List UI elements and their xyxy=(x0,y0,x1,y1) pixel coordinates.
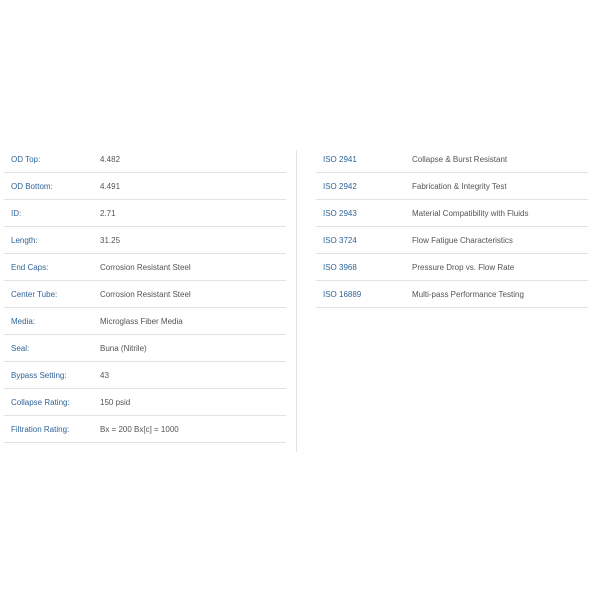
iso-row-2943 xyxy=(316,200,588,227)
spec-label: Bypass Setting: xyxy=(11,370,67,380)
iso-standards-table xyxy=(316,146,588,308)
spec-label: Length: xyxy=(11,235,38,245)
iso-row-3724 xyxy=(316,227,588,254)
spec-value: Bx = 200 Bx[c] = 1000 xyxy=(100,424,179,434)
iso-row-2942 xyxy=(316,173,588,200)
spec-label: OD Top: xyxy=(11,154,41,164)
iso-description: Pressure Drop vs. Flow Rate xyxy=(412,262,515,272)
iso-code: ISO 16889 xyxy=(323,289,362,299)
spec-label: OD Bottom: xyxy=(11,181,53,191)
spec-label: ID: xyxy=(11,208,22,218)
iso-description: Material Compatibility with Fluids xyxy=(412,208,529,218)
iso-description: Multi-pass Performance Testing xyxy=(412,289,524,299)
spec-value: Corrosion Resistant Steel xyxy=(100,289,191,299)
spec-row-id xyxy=(4,200,286,227)
iso-row-3968 xyxy=(316,254,588,281)
spec-value: 4.491 xyxy=(100,181,121,191)
spec-value: 150 psid xyxy=(100,397,131,407)
spec-label: Media: xyxy=(11,316,36,326)
spec-row-od-top xyxy=(4,146,286,173)
spec-label: Collapse Rating: xyxy=(11,397,70,407)
iso-code: ISO 2941 xyxy=(323,154,357,164)
spec-value: Microglass Fiber Media xyxy=(100,316,183,326)
spec-row-filtration-rating xyxy=(4,416,286,443)
iso-description: Fabrication & Integrity Test xyxy=(412,181,507,191)
iso-code: ISO 3724 xyxy=(323,235,357,245)
spec-row-center-tube xyxy=(4,281,286,308)
iso-code: ISO 2942 xyxy=(323,181,357,191)
spec-label: Seal: xyxy=(11,343,30,353)
spec-value: 43 xyxy=(100,370,109,380)
spec-value: 31.25 xyxy=(100,235,121,245)
spec-row-length xyxy=(4,227,286,254)
spec-value: Corrosion Resistant Steel xyxy=(100,262,191,272)
spec-label: Center Tube: xyxy=(11,289,58,299)
spec-row-end-caps xyxy=(4,254,286,281)
column-divider xyxy=(296,150,297,452)
spec-value: Buna (Nitrile) xyxy=(100,343,147,353)
iso-row-2941 xyxy=(316,146,588,173)
iso-description: Flow Fatigue Characteristics xyxy=(412,235,513,245)
spec-row-seal xyxy=(4,335,286,362)
iso-description: Collapse & Burst Resistant xyxy=(412,154,508,164)
spec-label: End Caps: xyxy=(11,262,49,272)
spec-row-media xyxy=(4,308,286,335)
specifications-table xyxy=(4,146,286,443)
iso-code: ISO 3968 xyxy=(323,262,357,272)
iso-row-16889 xyxy=(316,281,588,308)
spec-label: Filtration Rating: xyxy=(11,424,70,434)
spec-value: 2.71 xyxy=(100,208,116,218)
spec-row-od-bottom xyxy=(4,173,286,200)
spec-row-collapse-rating xyxy=(4,389,286,416)
spec-row-bypass-setting xyxy=(4,362,286,389)
iso-code: ISO 2943 xyxy=(323,208,357,218)
spec-value: 4.482 xyxy=(100,154,121,164)
